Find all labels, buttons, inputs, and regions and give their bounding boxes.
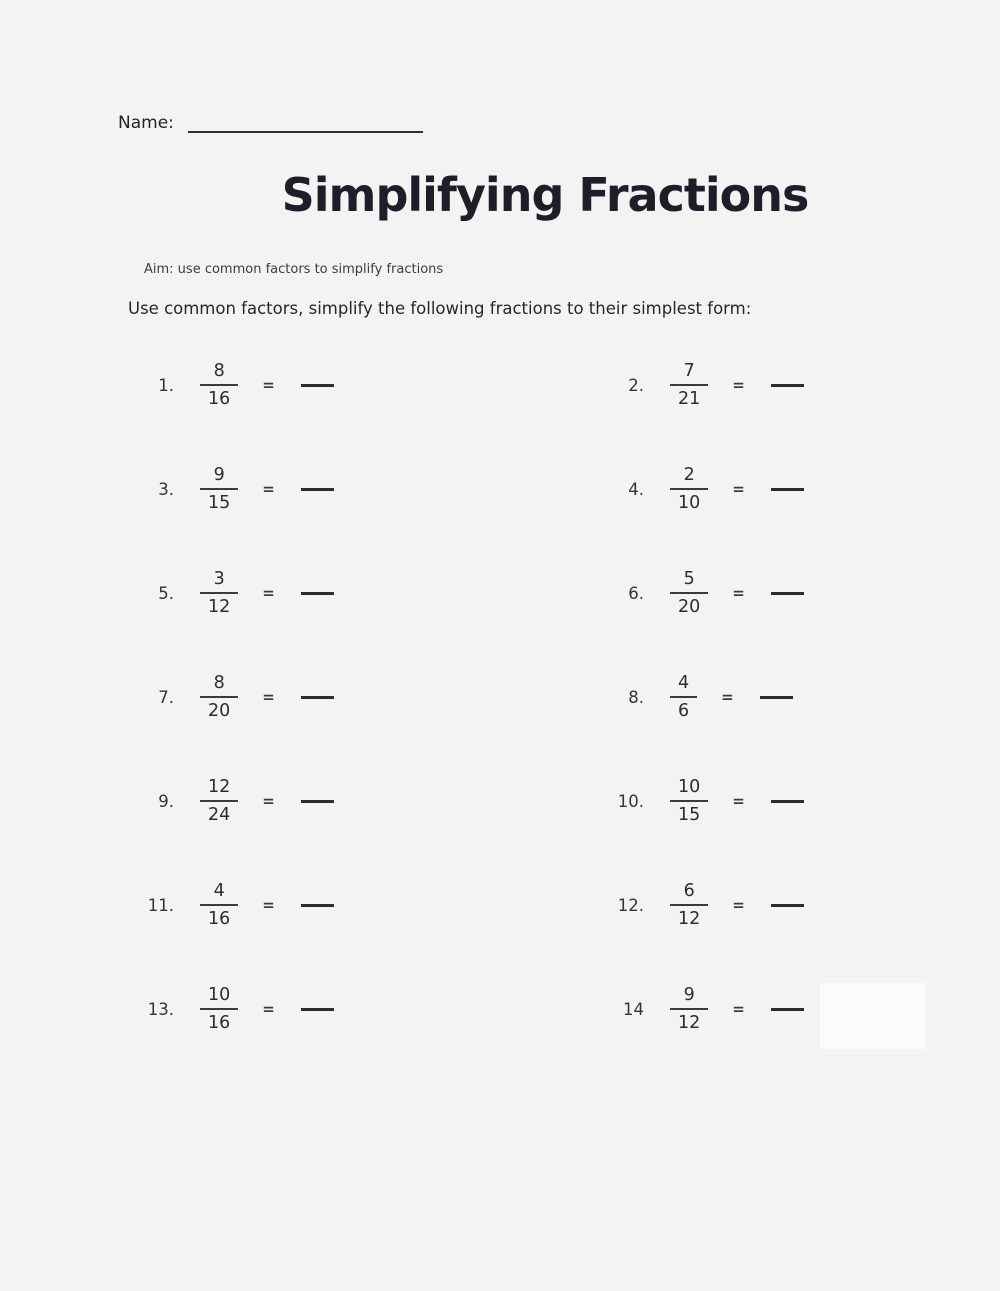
- answer-blank[interactable]: [771, 904, 804, 907]
- fraction-denominator: 12: [670, 904, 708, 929]
- equals-sign: =: [262, 688, 275, 706]
- answer-blank[interactable]: [771, 488, 804, 491]
- fraction-denominator: 16: [200, 1008, 238, 1033]
- answer-blank[interactable]: [301, 800, 334, 803]
- fraction: [200, 361, 238, 409]
- fraction: [670, 569, 708, 617]
- aim-text: Aim: use common factors to simplify fractions: [144, 262, 444, 277]
- problem-1: [140, 333, 610, 437]
- answer-blank[interactable]: [301, 1008, 334, 1011]
- problem-number: 13.: [147, 999, 174, 1019]
- name-label: Name:: [118, 113, 174, 133]
- fraction-denominator: 20: [670, 592, 708, 617]
- problem-11: [140, 853, 610, 957]
- answer-blank[interactable]: [301, 384, 334, 387]
- equals-sign: =: [732, 480, 745, 498]
- problem-3: [140, 437, 610, 541]
- fraction-denominator: 20: [200, 696, 238, 721]
- problem-4: [610, 437, 860, 541]
- answer-blank[interactable]: [771, 592, 804, 595]
- fraction-numerator: 9: [213, 464, 225, 485]
- problems-grid: [140, 333, 860, 1061]
- equals-sign: =: [721, 688, 734, 706]
- fraction-denominator: 10: [670, 488, 708, 513]
- fraction: [670, 881, 708, 929]
- fraction-numerator: 2: [683, 464, 695, 485]
- fraction-numerator: 8: [213, 672, 225, 693]
- fraction-numerator: 9: [683, 984, 695, 1005]
- fraction-denominator: 15: [670, 800, 708, 825]
- fraction-denominator: 12: [200, 592, 238, 617]
- equals-sign: =: [732, 896, 745, 914]
- equals-sign: =: [732, 584, 745, 602]
- problem-10: [610, 749, 860, 853]
- problem-number: 14: [623, 999, 644, 1019]
- problem-number: 2.: [628, 375, 644, 395]
- fraction-denominator: 24: [200, 800, 238, 825]
- equals-sign: =: [262, 1000, 275, 1018]
- fraction-denominator: 16: [200, 904, 238, 929]
- fraction: [200, 673, 238, 721]
- fraction-numerator: 10: [208, 984, 231, 1005]
- equals-sign: =: [262, 792, 275, 810]
- fraction: [670, 673, 697, 721]
- problem-number: 3.: [158, 479, 174, 499]
- problem-2: [610, 333, 860, 437]
- equals-sign: =: [732, 1000, 745, 1018]
- answer-blank[interactable]: [771, 800, 804, 803]
- answer-blank[interactable]: [771, 1008, 804, 1011]
- problem-7: [140, 645, 610, 749]
- problem-13: [140, 957, 610, 1061]
- problem-number: 12.: [617, 895, 644, 915]
- answer-blank[interactable]: [301, 592, 334, 595]
- fraction-numerator: 7: [683, 360, 695, 381]
- problem-number: 6.: [628, 583, 644, 603]
- fraction: [200, 569, 238, 617]
- problem-12: [610, 853, 860, 957]
- equals-sign: =: [262, 376, 275, 394]
- fraction: [670, 465, 708, 513]
- fraction-numerator: 6: [683, 880, 695, 901]
- equals-sign: =: [262, 584, 275, 602]
- answer-blank[interactable]: [301, 488, 334, 491]
- equals-sign: =: [262, 896, 275, 914]
- instruction-text: Use common factors, simplify the following fractions to their simplest form:: [128, 299, 752, 318]
- problem-number: 5.: [158, 583, 174, 603]
- fraction: [670, 985, 708, 1033]
- fraction-numerator: 4: [213, 880, 225, 901]
- problem-8: [610, 645, 860, 749]
- answer-blank[interactable]: [771, 384, 804, 387]
- fraction: [200, 985, 238, 1033]
- fraction-numerator: 3: [213, 568, 225, 589]
- problem-6: [610, 541, 860, 645]
- fraction: [670, 361, 708, 409]
- fraction-numerator: 10: [678, 776, 701, 797]
- fraction: [200, 465, 238, 513]
- problem-number: 11.: [147, 895, 174, 915]
- fraction: [200, 777, 238, 825]
- equals-sign: =: [262, 480, 275, 498]
- fraction: [670, 777, 708, 825]
- fraction-denominator: 21: [670, 384, 708, 409]
- problem-9: [140, 749, 610, 853]
- problem-number: 9.: [158, 791, 174, 811]
- name-row: [118, 112, 423, 133]
- problem-number: 1.: [158, 375, 174, 395]
- equals-sign: =: [732, 792, 745, 810]
- answer-blank[interactable]: [760, 696, 793, 699]
- fraction-numerator: 4: [678, 672, 690, 693]
- fraction-denominator: 15: [200, 488, 238, 513]
- fraction-denominator: 16: [200, 384, 238, 409]
- answer-blank[interactable]: [301, 696, 334, 699]
- fraction-numerator: 12: [208, 776, 231, 797]
- problem-14: [610, 957, 860, 1061]
- problem-number: 4.: [628, 479, 644, 499]
- name-blank-line[interactable]: [188, 112, 423, 133]
- fraction-denominator: 6: [670, 696, 697, 721]
- problem-number: 10.: [617, 791, 644, 811]
- equals-sign: =: [732, 376, 745, 394]
- problem-number: 8.: [628, 687, 644, 707]
- fraction-numerator: 5: [683, 568, 695, 589]
- page-title: Simplifying Fractions: [281, 168, 809, 222]
- answer-blank[interactable]: [301, 904, 334, 907]
- problem-5: [140, 541, 610, 645]
- fraction-denominator: 12: [670, 1008, 708, 1033]
- fraction: [200, 881, 238, 929]
- problem-number: 7.: [158, 687, 174, 707]
- fraction-numerator: 8: [213, 360, 225, 381]
